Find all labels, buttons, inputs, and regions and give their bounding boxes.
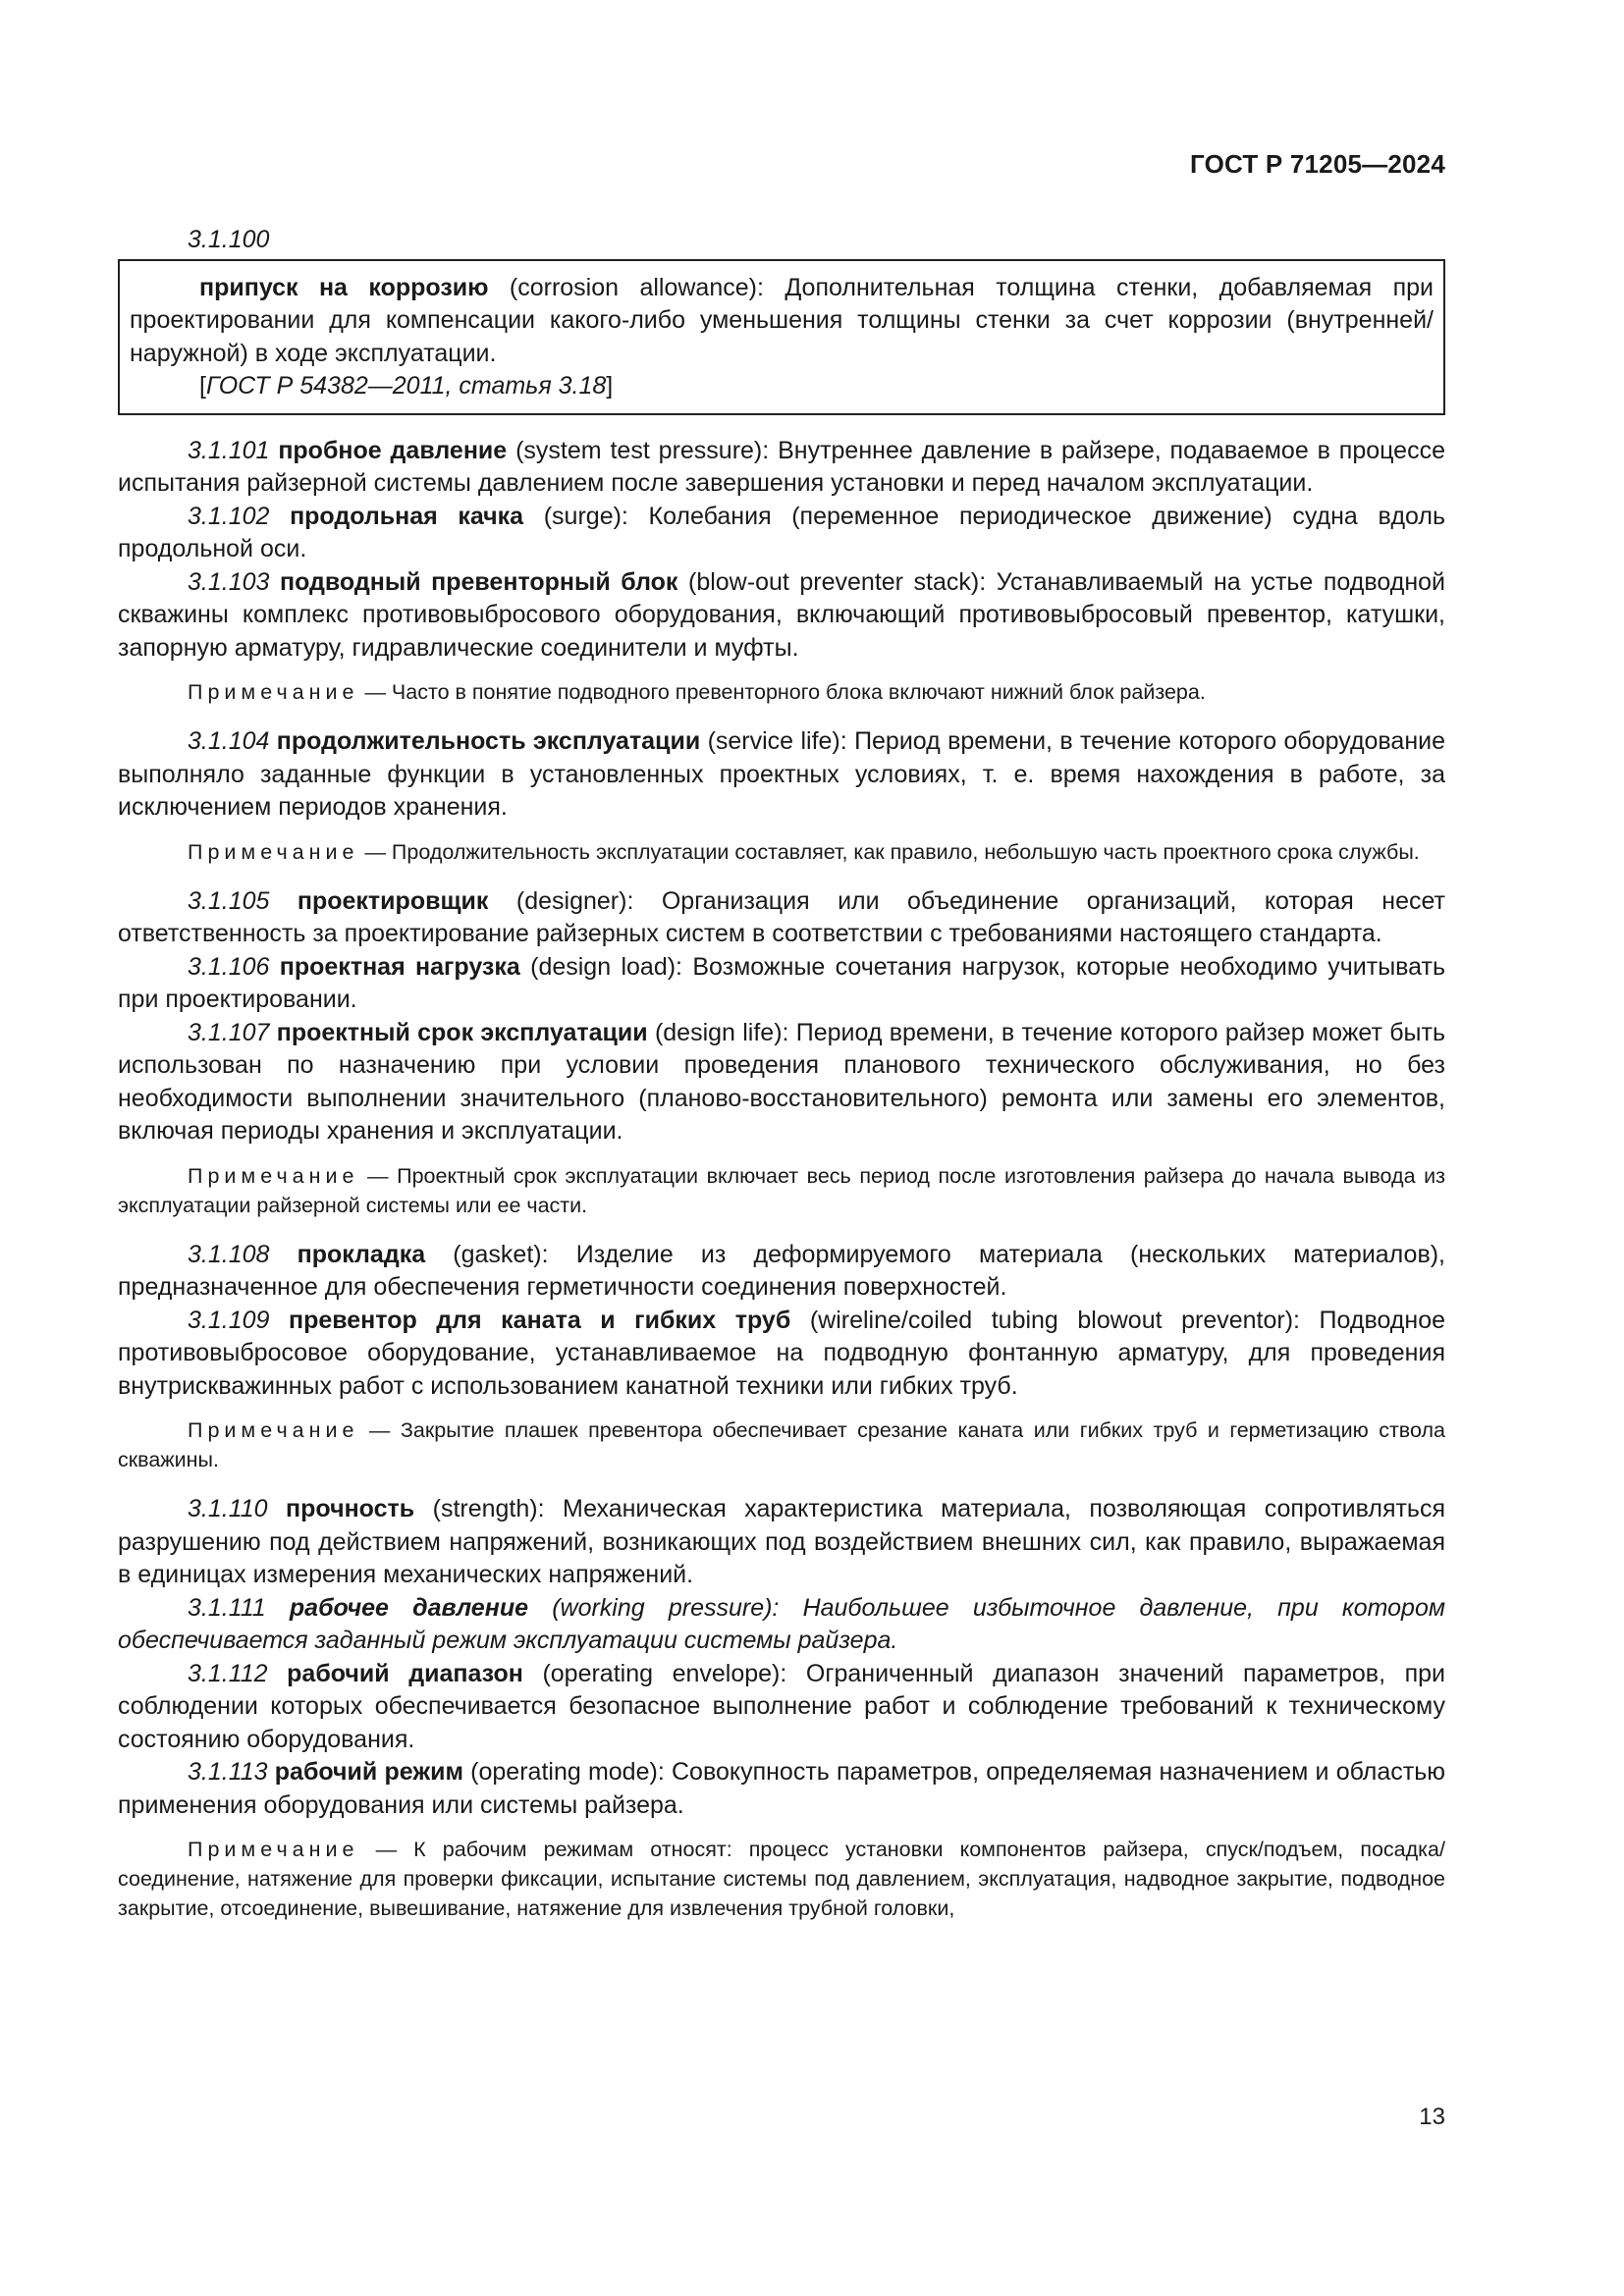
term-number: 3.1.100 <box>188 226 270 253</box>
term-definition: Организация или объединение организаций, которая несет ответственность за проектирование райзерных систем в соответствии с требованиями настоящего стандарта. <box>118 886 1445 947</box>
note-text: Закрытие плашек превентора обеспечивает срезание каната или гибких труб и герметизацию ствола скважины. <box>118 1418 1445 1471</box>
term-definition: Период времени, в течение которого райзер может быть использован по назначению при условии проведения планового технического обслуживания, но без необходимости выполнении значительного (планово-восстановительного) ремонта или замены его элементов, включая периоды хранения и эксплуатации. <box>118 1018 1446 1145</box>
term-note <box>118 677 1445 707</box>
note-text: К рабочим режимам относят: процесс установки компонентов райзера, спуск/подъем, посадка/соединение, натяжение для проверки фиксации, испытание системы под давлением, эксплуатация, надводное закрытие, подводное закрытие, отсоединение, вывешивание, натяжение для извлечения трубной головки, <box>118 1838 1445 1920</box>
term-entry <box>118 1305 1445 1404</box>
note-label: Примечание <box>188 680 359 704</box>
note-dash: — <box>367 1163 389 1188</box>
term-name: рабочий диапазон <box>287 1659 523 1687</box>
term-english: (designer): <box>515 886 634 915</box>
term-definition: Дополнительная толщина стенки, добавляемая при проектировании для компенсации какого-либо уменьшения толщины стенки за счет коррозии (внутренней/наружной) в ходе эксплуатации. <box>130 273 1434 367</box>
term-name: прокладка <box>297 1240 426 1268</box>
term-name: рабочее давление <box>289 1593 528 1622</box>
term-definition: Внутреннее давление в райзере, подаваемое в процессе испытания райзерной системы давлением после завершения установки и перед началом эксплуатации. <box>118 436 1445 497</box>
term-note <box>118 1835 1445 1923</box>
term-definition: Возможные сочетания нагрузок, которые необходимо учитывать при проектировании. <box>118 952 1446 1013</box>
document-code: ГОСТ Р 71205—2024 <box>1190 149 1445 179</box>
term-english: (wireline/coiled tubing blowout preventor): <box>809 1306 1300 1334</box>
term-english: (design load): <box>530 952 682 981</box>
term-english: (corrosion allowance): <box>509 273 764 301</box>
term-definition: Наибольшее избыточное давление, при котором обеспечивается заданный режим эксплуатации системы райзера. <box>118 1593 1446 1654</box>
term-number: 3.1.103 <box>188 567 270 596</box>
term-number: 3.1.104 <box>188 727 270 755</box>
term-note <box>118 1161 1445 1220</box>
term-definition: Совокупность параметров, определяемая назначением и областью применения оборудования или системы райзера. <box>118 1758 1446 1819</box>
term-definition: Механическая характеристика материала, позволяющая сопротивляться разрушению под действием напряжений, возникающих под воздействием внешних сил, как правило, выражаемая в единицах измерения механических напряжений. <box>118 1495 1445 1588</box>
term-definition: Колебания (переменное периодическое движение) судна вдоль продольной оси. <box>118 502 1445 562</box>
term-definition: Изделие из деформируемого материала (нескольких материалов), предназначенное для обеспечения герметичности соединения поверхностей. <box>118 1240 1446 1301</box>
term-name: рабочий режим <box>274 1758 463 1786</box>
term-name: превентор для каната и гибких труб <box>288 1306 791 1334</box>
term-number: 3.1.105 <box>188 886 270 915</box>
term-number: 3.1.107 <box>188 1018 270 1046</box>
note-label: Примечание <box>188 839 359 864</box>
note-label: Примечание <box>188 1418 359 1442</box>
term-entry <box>118 1592 1445 1658</box>
note-dash: — <box>364 839 386 864</box>
note-label: Примечание <box>188 1838 359 1861</box>
term-definition: Ограниченный диапазон значений параметров, при соблюдении которых обеспечивается безопасное выполнение работ и соблюдение требований к техническому состоянию оборудования. <box>118 1659 1445 1753</box>
term-number: 3.1.113 <box>188 1758 268 1786</box>
boxed-term-entry <box>118 259 1445 415</box>
note-text: Проектный срок эксплуатации включает весь период после изготовления райзера до начала вывода из эксплуатации райзерной системы или ее части. <box>118 1163 1445 1217</box>
term-english: (working pressure): <box>552 1593 780 1622</box>
term-name: продольная качка <box>290 502 524 530</box>
note-dash: — <box>364 680 386 704</box>
term-source <box>130 370 1434 403</box>
term-english: (surge): <box>543 502 628 530</box>
term-english: (operating envelope): <box>542 1659 787 1687</box>
source-bracket-close: ] <box>606 372 614 400</box>
term-number: 3.1.108 <box>188 1240 270 1268</box>
term-name: припуск на коррозию <box>199 273 489 301</box>
term-entry <box>118 1756 1445 1822</box>
page-number: 13 <box>1419 2104 1445 2130</box>
term-entry <box>118 1493 1445 1592</box>
term-definition: Период времени, в течение которого оборудование выполняло заданные функции в установленных проектных условиях, т. е. время нахождения в работе, за исключением периодов хранения. <box>118 727 1446 821</box>
source-reference: ГОСТ Р 54382—2011, статья 3.18 <box>205 372 607 400</box>
term-name: проектная нагрузка <box>279 952 520 981</box>
term-number: 3.1.112 <box>188 1659 268 1687</box>
term-number: 3.1.106 <box>188 952 270 981</box>
term-number: 3.1.101 <box>188 436 270 464</box>
term-number: 3.1.110 <box>188 1495 268 1522</box>
term-entry <box>118 435 1445 501</box>
note-dash: — <box>368 1418 391 1442</box>
term-name: проектировщик <box>297 886 489 915</box>
term-english: (blow-out preventer stack): <box>688 567 987 596</box>
term-definition-paragraph <box>130 272 1434 371</box>
term-english: (operating mode): <box>470 1758 665 1786</box>
term-entry <box>118 885 1445 951</box>
term-entry <box>118 1017 1445 1148</box>
term-note <box>118 837 1445 867</box>
term-number: 3.1.109 <box>188 1306 270 1334</box>
term-name: проектный срок эксплуатации <box>276 1018 648 1046</box>
term-name: прочность <box>286 1495 415 1522</box>
term-english: (design life): <box>654 1018 789 1046</box>
term-english: (strength): <box>432 1495 545 1522</box>
term-note <box>118 1415 1445 1474</box>
term-entry <box>118 501 1445 566</box>
term-entry <box>118 1658 1445 1757</box>
term-english: (system test pressure): <box>515 436 770 464</box>
source-bracket-open: [ <box>199 372 206 400</box>
term-entry <box>118 725 1445 825</box>
term-english: (service life): <box>707 727 847 755</box>
term-number: 3.1.111 <box>188 1593 266 1622</box>
note-text: Продолжительность эксплуатации составляет, как правило, небольшую часть проектного срока службы. <box>391 839 1420 864</box>
term-definition: Подводное противовыбросовое оборудование, устанавливаемое на подводную фонтанную арматуру, для проведения внутрискважинных работ с использованием канатной техники или гибких труб. <box>118 1306 1445 1400</box>
term-entry <box>118 951 1445 1017</box>
term-entry <box>118 566 1445 666</box>
terms-section <box>118 224 1445 1942</box>
term-entry <box>118 1239 1445 1305</box>
note-dash: — <box>375 1838 398 1861</box>
term-english: (gasket): <box>453 1240 549 1268</box>
term-name: пробное давление <box>278 436 508 464</box>
note-label: Примечание <box>188 1163 359 1188</box>
term-name: продолжительность эксплуатации <box>276 727 701 755</box>
term-name: подводный превенторный блок <box>279 567 678 596</box>
note-text: Часто в понятие подводного превенторного блока включают нижний блок райзера. <box>391 680 1206 704</box>
term-definition: Устанавливаемый на устье подводной скважины комплекс противовыбросового оборудования, включающий противовыбросовый превентор, катушки, запорную арматуру, гидравлические соединители и муфты. <box>118 567 1445 662</box>
term-number: 3.1.102 <box>188 502 270 530</box>
